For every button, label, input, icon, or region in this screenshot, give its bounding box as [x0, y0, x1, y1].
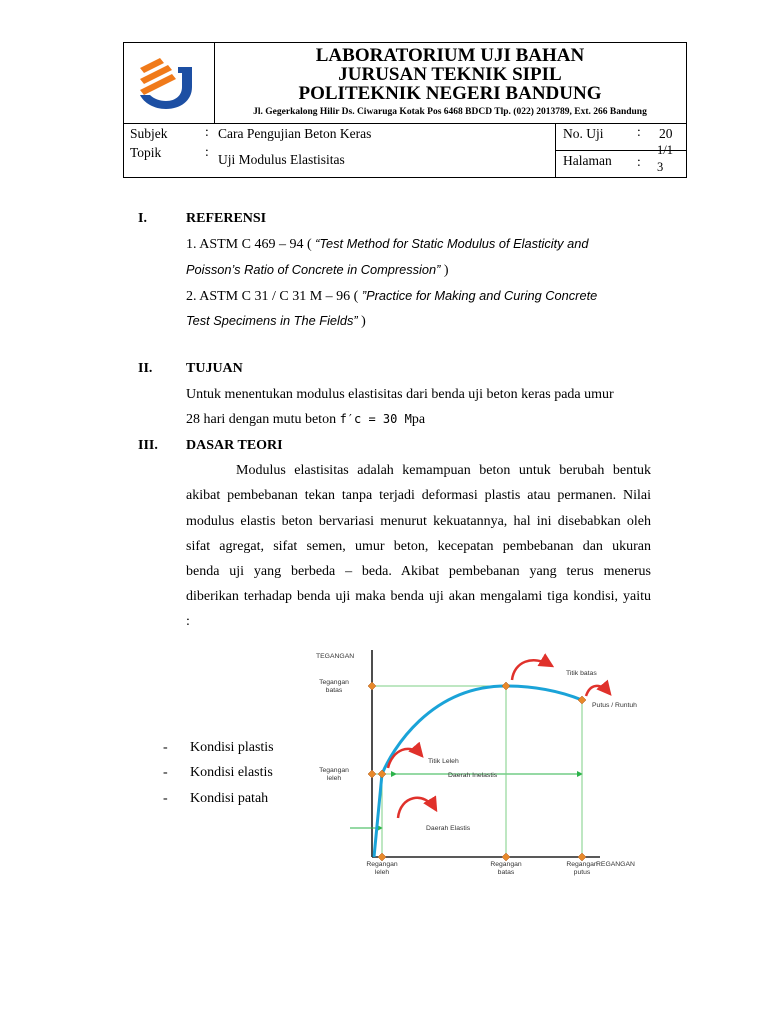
logo-cell: [124, 43, 215, 123]
objective-text: 28 hari dengan mutu beton: [186, 412, 340, 427]
lab-name: LABORATORIUM UJI BAHAN: [315, 45, 585, 66]
reference-1-title: “Test Method for Static Modulus of Elasticity and: [315, 236, 589, 251]
reference-1-line-1: [186, 236, 651, 253]
theory-line: akibat pembebanan tekan tanpa terjadi deformasi plastis atau permanen. Nilai: [186, 488, 651, 503]
regangan-putus-label-2: putus: [573, 869, 591, 876]
section-title: DASAR TEORI: [186, 438, 283, 453]
regangan-leleh-label: Regangan: [366, 861, 398, 868]
reference-1-code: 1. ASTM C 469 – 94 (: [186, 237, 316, 252]
document-header: [123, 42, 687, 178]
daerah-elastis-label: Daerah Elastis: [426, 825, 471, 832]
topik-label: Topik: [130, 145, 162, 160]
section-number: I.: [138, 211, 147, 226]
reference-1-line-2: [186, 262, 651, 279]
condition-item: Kondisi patah: [190, 791, 269, 806]
theory-line: modulus elastis beton bervariasi menurut kekuatannya, hal ini disebabkan oleh: [186, 514, 651, 529]
condition-item: Kondisi plastis: [190, 740, 274, 755]
halaman-colon: :: [637, 154, 641, 169]
daerah-elastis-arrow: [398, 798, 436, 818]
section-title: REFERENSI: [186, 211, 267, 226]
topik-value: Uji Modulus Elastisitas: [218, 152, 345, 167]
polban-logo-icon: [124, 43, 214, 123]
titik-batas-arrow: [512, 660, 552, 680]
subjek-label: Subjek: [130, 126, 168, 141]
institution-name: POLITEKNIK NEGERI BANDUNG: [298, 83, 602, 104]
x-axis-label: REGANGAN: [596, 861, 635, 868]
theory-line: Modulus elastisitas adalah kemampuan beton untuk berubah bentuk: [236, 463, 651, 478]
halaman-value-total: 3: [657, 160, 664, 174]
section-number: III.: [138, 438, 158, 453]
halaman-value: 1/1: [657, 143, 673, 157]
concrete-strength-formula: f′c = 30 M: [339, 412, 412, 426]
reference-2-close: ): [357, 314, 366, 329]
section-title: TUJUAN: [186, 361, 243, 376]
subjek-colon: :: [205, 124, 209, 139]
regangan-batas-label-2: batas: [497, 869, 515, 876]
regangan-batas-label: Regangan: [490, 861, 522, 868]
topik-colon: :: [205, 144, 209, 159]
y-axis-label: TEGANGAN: [316, 653, 355, 660]
regangan-batas-marker: [502, 853, 510, 861]
stress-strain-diagram: [300, 640, 660, 885]
header-title-row: [124, 43, 686, 124]
tegangan-batas-marker: [368, 682, 376, 690]
tegangan-leleh-marker: [368, 770, 376, 778]
ultimate-point-marker: [502, 682, 510, 690]
regangan-putus-label: Regangan: [566, 861, 598, 868]
section-number: II.: [138, 361, 153, 376]
tegangan-leleh-label-2: leleh: [326, 775, 342, 782]
daerah-inelastis-label: Daerah Inelastis: [448, 772, 498, 779]
titik-batas-label: Titik batas: [566, 670, 597, 677]
theory-line: diberikan terhadap benda uji maka benda uji akan mengalami tiga kondisi, yaitu: [186, 589, 651, 604]
theory-line: sifat agregat, sifat semen, umur beton, kecepatan pembebanan dan ukuran: [186, 539, 651, 554]
objective-unit: pa: [411, 412, 426, 427]
reference-1-title-cont: Poisson’s Ratio of Concrete in Compression”: [186, 262, 441, 277]
reference-2-title: ”Practice for Making and Curing Concrete: [361, 288, 598, 303]
reference-2-title-cont: Test Specimens in The Fields”: [186, 313, 358, 328]
tegangan-batas-label-2: batas: [325, 687, 343, 694]
bullet-dash: -: [163, 791, 168, 806]
no-uji-label: No. Uji: [563, 126, 604, 141]
rupture-point-marker: [578, 696, 586, 704]
bullet-dash: -: [163, 740, 168, 755]
regangan-leleh-marker: [378, 853, 386, 861]
halaman-label: Halaman: [563, 153, 612, 168]
tegangan-batas-label: Tegangan: [319, 679, 349, 686]
subjek-value: Cara Pengujian Beton Keras: [218, 126, 372, 141]
putus-arrow: [586, 686, 610, 696]
putus-runtuh-label: Putus / Runtuh: [592, 702, 637, 709]
theory-line: :: [186, 614, 190, 629]
address-line: Jl. Gegerkalong Hilir Ds. Ciwaruga Kotak Pos 6468 BDCD Tlp. (022) 2013789, Ext. 266 Bandung: [253, 107, 647, 117]
regangan-leleh-label-2: leleh: [374, 869, 390, 876]
condition-item: Kondisi elastis: [190, 765, 273, 780]
no-uji-value: 20: [659, 126, 673, 141]
tegangan-leleh-label: Tegangan: [319, 767, 349, 774]
header-info-table: [124, 123, 686, 177]
reference-2-line-2: [186, 313, 651, 330]
regangan-putus-marker: [578, 853, 586, 861]
reference-1-close: ): [440, 263, 449, 278]
bullet-dash: -: [163, 765, 168, 780]
reference-2-line-1: [186, 288, 651, 305]
objective-line-2: [186, 412, 651, 428]
reference-2-code: 2. ASTM C 31 / C 31 M – 96 (: [186, 289, 362, 304]
titik-leleh-label: Titik Leleh: [428, 758, 459, 765]
department-name: JURUSAN TEKNIK SIPIL: [338, 64, 562, 85]
no-uji-colon: :: [637, 124, 641, 139]
theory-line: benda uji yang berbeda – beda. Akibat pembebanan yang terus menerus: [186, 564, 651, 579]
objective-line-1: Untuk menentukan modulus elastisitas dari benda uji beton keras pada umur: [186, 387, 614, 402]
